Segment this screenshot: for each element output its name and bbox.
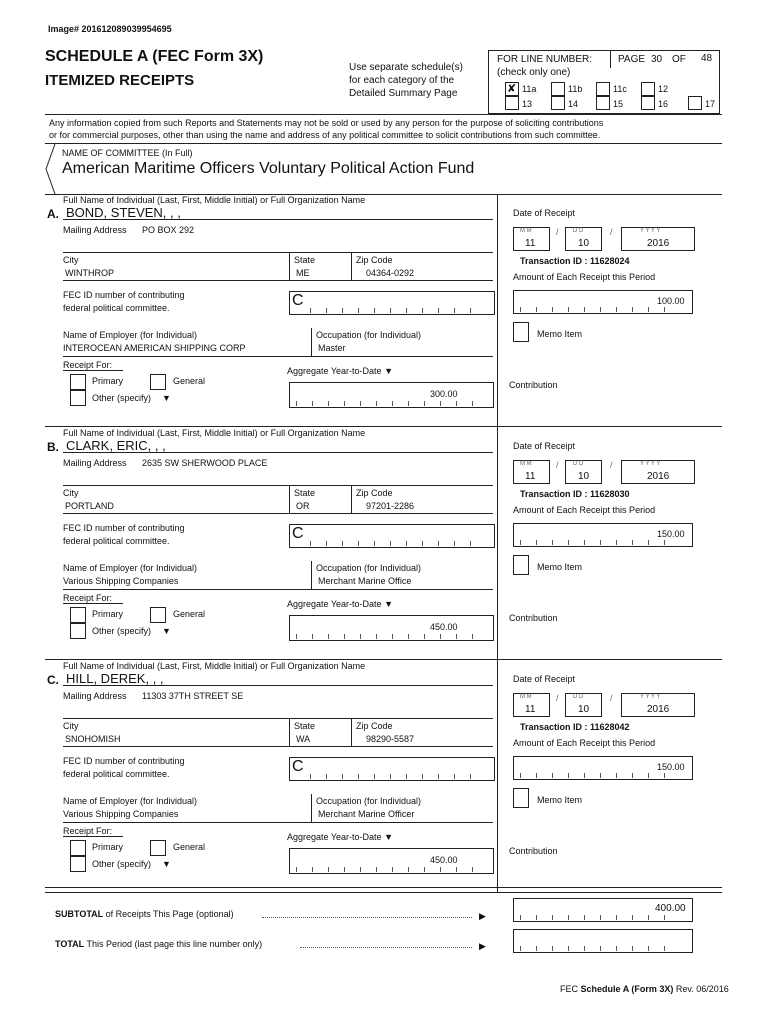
year-hint: Y Y Y Y: [640, 461, 661, 467]
memo-checkbox[interactable]: [513, 555, 529, 575]
other-label: Other (specify): [92, 626, 152, 636]
subtotal-label-bold: SUBTOTAL: [55, 909, 104, 919]
state-value: OR: [296, 501, 310, 511]
employer-value: Various Shipping Companies: [63, 809, 179, 819]
committee-bracket-icon: [43, 143, 59, 195]
line-14-label: 14: [568, 99, 579, 109]
checkbox-17[interactable]: [688, 96, 702, 110]
amount-label: Amount of Each Receipt this Period: [513, 272, 656, 282]
memo-label: Memo Item: [537, 795, 583, 805]
state-label: State: [294, 488, 316, 498]
amount-label: Amount of Each Receipt this Period: [513, 505, 656, 515]
total-arrow-icon: ▶: [479, 941, 486, 951]
date-slash: /: [556, 227, 559, 237]
date-of-receipt-label: Date of Receipt: [513, 208, 576, 218]
employer-label: Name of Employer (for Individual): [63, 563, 198, 573]
zip-label: Zip Code: [356, 255, 393, 265]
employer-label: Name of Employer (for Individual): [63, 330, 198, 340]
mailing-address: 11303 37TH STREET SE: [142, 691, 244, 701]
day-hint: D D: [573, 228, 584, 234]
primary-checkbox[interactable]: [70, 840, 86, 856]
checkbox-16[interactable]: [641, 96, 655, 110]
line-12-label: 12: [658, 84, 669, 94]
line-number-label: FOR LINE NUMBER:: [497, 54, 593, 65]
full-name-label: Full Name of Individual (Last, First, Middle Initial) or Full Organization Name: [63, 428, 366, 438]
employer-label: Name of Employer (for Individual): [63, 796, 198, 806]
fec-id-label-2: federal political committee.: [63, 769, 170, 779]
date-slash: /: [610, 460, 613, 470]
zip-value: 97201-2286: [366, 501, 415, 511]
receipt-month: 11: [525, 704, 536, 715]
aggregate-label: Aggregate Year-to-Date ▼: [287, 599, 393, 609]
day-hint: D D: [573, 461, 584, 467]
city-label: City: [63, 255, 79, 265]
line-13-label: 13: [522, 99, 533, 109]
general-label: General: [173, 376, 206, 386]
month-hint: M M: [520, 694, 532, 700]
date-slash: /: [556, 693, 559, 703]
occupation-value: Master: [318, 343, 346, 353]
primary-checkbox[interactable]: [70, 374, 86, 390]
occupation-value: Merchant Marine Office: [318, 576, 412, 586]
city-label: City: [63, 488, 79, 498]
city-value: WINTHROP: [65, 268, 114, 278]
transaction-id: Transaction ID : 11628042: [520, 722, 630, 732]
transaction-id: Transaction ID : 11628024: [520, 256, 630, 266]
employer-value: Various Shipping Companies: [63, 576, 179, 586]
check-only-one: (check only one): [497, 67, 571, 78]
receipt-month: 11: [525, 238, 536, 249]
zip-label: Zip Code: [356, 721, 393, 731]
other-dropdown-icon[interactable]: ▼: [162, 859, 171, 869]
receipt-month: 11: [525, 471, 536, 482]
checkbox-13[interactable]: [505, 96, 519, 110]
checkbox-11b[interactable]: [551, 82, 565, 96]
date-of-receipt-label: Date of Receipt: [513, 674, 576, 684]
footer-prefix: FEC: [560, 984, 581, 994]
total-label-rest: This Period (last page this line number only): [84, 939, 263, 949]
page-number: 30: [651, 54, 663, 65]
receipt-for-label: Receipt For:: [63, 826, 113, 836]
contribution-label: Contribution: [509, 846, 558, 856]
contributor-name: HILL, DEREK, , ,: [66, 671, 164, 686]
mailing-address-label: Mailing Address: [63, 458, 127, 468]
check-mark-icon: ✘: [507, 83, 517, 95]
of-label: OF: [672, 54, 686, 65]
checkbox-11c[interactable]: [596, 82, 610, 96]
other-dropdown-icon[interactable]: ▼: [162, 393, 171, 403]
primary-checkbox[interactable]: [70, 607, 86, 623]
instruction-line-3: Detailed Summary Page: [349, 88, 458, 99]
mailing-address-label: Mailing Address: [63, 691, 127, 701]
total-label-bold: TOTAL: [55, 939, 85, 949]
memo-checkbox[interactable]: [513, 788, 529, 808]
subtotal-arrow-icon: ▶: [479, 911, 486, 921]
fec-id-prefix: C: [292, 292, 304, 309]
checkbox-15[interactable]: [596, 96, 610, 110]
receipt-for-label: Receipt For:: [63, 360, 113, 370]
checkbox-11a[interactable]: [505, 82, 519, 96]
zip-label: Zip Code: [356, 488, 393, 498]
amount-label: Amount of Each Receipt this Period: [513, 738, 656, 748]
other-dropdown-icon[interactable]: ▼: [162, 626, 171, 636]
amount-value: 150.00: [657, 529, 685, 539]
instruction-line-2: for each category of the: [349, 75, 455, 86]
receipt-day: 10: [578, 471, 590, 482]
receipt-for-label: Receipt For:: [63, 593, 113, 603]
employer-value: INTEROCEAN AMERICAN SHIPPING CORP: [63, 343, 246, 353]
zip-value: 98290-5587: [366, 734, 415, 744]
memo-label: Memo Item: [537, 329, 583, 339]
fec-id-label-1: FEC ID number of contributing: [63, 290, 185, 300]
instruction-line-1: Use separate schedule(s): [349, 62, 463, 73]
page-total: 48: [701, 53, 713, 64]
contributor-name: CLARK, ERIC, , ,: [66, 438, 166, 453]
subtotal-label-rest: of Receipts This Page (optional): [103, 909, 234, 919]
line-11b-label: 11b: [568, 84, 583, 94]
city-label: City: [63, 721, 79, 731]
subtotal-value: 400.00: [655, 903, 686, 914]
aggregate-label: Aggregate Year-to-Date ▼: [287, 366, 393, 376]
year-hint: Y Y Y Y: [640, 228, 661, 234]
line-17-label: 17: [705, 99, 716, 109]
full-name-label: Full Name of Individual (Last, First, Middle Initial) or Full Organization Name: [63, 195, 366, 205]
checkbox-14[interactable]: [551, 96, 565, 110]
notice-line-2: or for commercial purposes, other than using the name and address of any political committee to solicit contributions from such committee.: [49, 130, 601, 140]
state-label: State: [294, 721, 316, 731]
line-11a-label: 11a: [522, 84, 537, 94]
general-checkbox[interactable]: [150, 840, 166, 856]
full-name-label: Full Name of Individual (Last, First, Middle Initial) or Full Organization Name: [63, 661, 366, 671]
receipt-day: 10: [578, 704, 590, 715]
mailing-address: PO BOX 292: [142, 225, 195, 235]
primary-label: Primary: [92, 376, 123, 386]
occupation-label: Occupation (for Individual): [316, 563, 422, 573]
notice-line-1: Any information copied from such Reports and Statements may not be sold or used by any person for the purpose of soliciting contributions: [49, 118, 604, 128]
occupation-value: Merchant Marine Officer: [318, 809, 415, 819]
entry-letter: B.: [47, 440, 59, 454]
schedule-title: SCHEDULE A (FEC Form 3X): [45, 48, 264, 65]
contributor-name: BOND, STEVEN, , ,: [66, 205, 181, 220]
aggregate-value: 300.00: [430, 389, 458, 399]
date-slash: /: [556, 460, 559, 470]
general-checkbox[interactable]: [150, 607, 166, 623]
memo-checkbox[interactable]: [513, 322, 529, 342]
form-footer: [560, 984, 729, 994]
other-label: Other (specify): [92, 393, 152, 403]
other-checkbox[interactable]: [70, 390, 86, 406]
city-value: PORTLAND: [65, 501, 114, 511]
general-checkbox[interactable]: [150, 374, 166, 390]
occupation-label: Occupation (for Individual): [316, 796, 422, 806]
day-hint: D D: [573, 694, 584, 700]
fec-id-prefix: C: [292, 758, 304, 775]
receipt-day: 10: [578, 238, 590, 249]
aggregate-value: 450.00: [430, 622, 458, 632]
receipt-year: 2016: [647, 471, 670, 482]
fec-id-label-1: FEC ID number of contributing: [63, 523, 185, 533]
other-checkbox[interactable]: [70, 623, 86, 639]
primary-label: Primary: [92, 842, 123, 852]
fec-id-label-2: federal political committee.: [63, 536, 170, 546]
primary-label: Primary: [92, 609, 123, 619]
footer-form-name: Schedule A (Form 3X): [580, 984, 674, 994]
receipt-year: 2016: [647, 238, 670, 249]
receipt-year: 2016: [647, 704, 670, 715]
general-label: General: [173, 842, 206, 852]
general-label: General: [173, 609, 206, 619]
entry-letter: C.: [47, 673, 59, 687]
mailing-address-label: Mailing Address: [63, 225, 127, 235]
mailing-address: 2635 SW SHERWOOD PLACE: [142, 458, 268, 468]
aggregate-label: Aggregate Year-to-Date ▼: [287, 832, 393, 842]
entry-letter: A.: [47, 207, 59, 221]
state-value: ME: [296, 268, 310, 278]
contribution-label: Contribution: [509, 380, 558, 390]
line-15-label: 15: [613, 99, 624, 109]
memo-label: Memo Item: [537, 562, 583, 572]
date-of-receipt-label: Date of Receipt: [513, 441, 576, 451]
date-slash: /: [610, 227, 613, 237]
fec-id-label-1: FEC ID number of contributing: [63, 756, 185, 766]
footer-revision: Rev. 06/2016: [673, 984, 729, 994]
page-label: PAGE: [618, 54, 646, 65]
aggregate-value: 450.00: [430, 855, 458, 865]
year-hint: Y Y Y Y: [640, 694, 661, 700]
state-label: State: [294, 255, 316, 265]
month-hint: M M: [520, 228, 532, 234]
other-checkbox[interactable]: [70, 856, 86, 872]
date-slash: /: [610, 693, 613, 703]
contribution-label: Contribution: [509, 613, 558, 623]
city-value: SNOHOMISH: [65, 734, 121, 744]
transaction-id: Transaction ID : 11628030: [520, 489, 630, 499]
line-16-label: 16: [658, 99, 669, 109]
month-hint: M M: [520, 461, 532, 467]
committee-label: NAME OF COMMITTEE (In Full): [62, 148, 193, 158]
image-id: Image# 201612089039954695: [48, 24, 172, 34]
other-label: Other (specify): [92, 859, 152, 869]
subtotal-label: [55, 909, 234, 919]
amount-value: 100.00: [657, 296, 685, 306]
line-11c-label: 11c: [613, 84, 627, 94]
checkbox-12[interactable]: [641, 82, 655, 96]
committee-name: American Maritime Officers Voluntary Political Action Fund: [62, 160, 475, 177]
zip-value: 04364-0292: [366, 268, 415, 278]
fec-id-label-2: federal political committee.: [63, 303, 170, 313]
amount-value: 150.00: [657, 762, 685, 772]
itemized-receipts-title: ITEMIZED RECEIPTS: [45, 72, 195, 89]
fec-id-prefix: C: [292, 525, 304, 542]
state-value: WA: [296, 734, 311, 744]
total-label: [55, 939, 262, 949]
occupation-label: Occupation (for Individual): [316, 330, 422, 340]
